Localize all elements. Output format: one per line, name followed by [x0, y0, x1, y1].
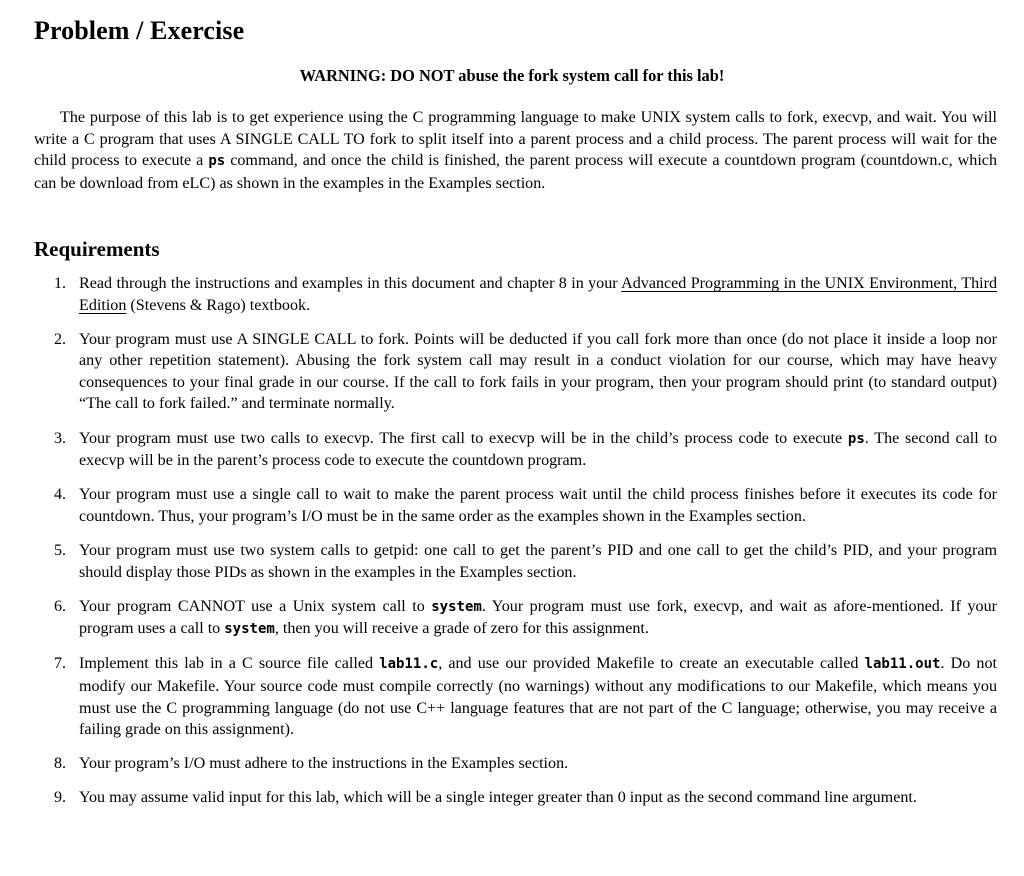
- requirement-item-5: [34, 540, 997, 583]
- intro-code-ps: ps: [208, 153, 226, 169]
- code-ps: ps: [847, 430, 865, 447]
- item-number: 4.: [54, 486, 67, 504]
- item-number: 5.: [54, 541, 67, 559]
- item-text: , then you will receive a grade of zero for this assignment.: [274, 620, 649, 638]
- code-lab11-out: lab11.out: [864, 656, 941, 673]
- requirement-item-4: [34, 484, 997, 527]
- item-text: Your program must use two calls to execvp. The first call to execvp will be in the child’s process code to execute: [79, 429, 848, 447]
- item-text: , and use our provided Makefile to create an executable called: [438, 655, 865, 673]
- item-number: 7.: [54, 655, 67, 673]
- item-number: 6.: [54, 597, 67, 615]
- intro-text-1: The purpose of this lab is to get experience using the C programming language to make UNIX system calls to fork, execvp, and wait. You will write a C program that uses A SINGLE CALL TO fork to split itself into a parent process and a child process. The parent process will wait for the child process to execute a: [34, 109, 997, 169]
- requirement-item-2: [34, 329, 997, 415]
- warning-notice: WARNING: DO NOT abuse the fork system call for this lab!: [299, 66, 725, 85]
- item-text: Your program must use a single call to wait to make the parent process wait until the child process finishes before it executes its code for countdown. Thus, your program’s I/O must be in the same order as the examples shown in the Examples section.: [79, 486, 997, 525]
- requirement-item-9: [34, 787, 997, 809]
- requirement-item-6: [34, 596, 997, 641]
- code-system: system: [431, 598, 482, 615]
- item-text: . Do not modify our Makefile. Your source code must compile correctly (no warnings) without any modifications to our Makefile, which means you must use the C programming language (do not use C++ language features that are not part of the C language; otherwise, you may receive a failing grade on this assignment).: [79, 655, 997, 739]
- code-system: system: [224, 621, 275, 638]
- item-number: 3.: [54, 429, 67, 447]
- item-text: Your program’s I/O must adhere to the instructions in the Examples section.: [79, 755, 569, 773]
- requirements-heading: Requirements: [34, 237, 160, 261]
- requirement-item-8: [34, 753, 997, 775]
- requirement-item-7: [34, 653, 997, 740]
- item-number: 2.: [54, 330, 67, 348]
- item-text: . Your program must use fork, execvp, and wait as afore-mentioned. If your program uses a call to: [79, 597, 997, 638]
- item-text: Read through the instructions and examples in this document and chapter 8 in your: [79, 275, 622, 292]
- requirement-item-3: [34, 428, 997, 472]
- page-title: Problem / Exercise: [34, 16, 245, 45]
- requirement-item-1: [34, 273, 997, 316]
- item-text: Your program CANNOT use a Unix system call to: [79, 597, 432, 615]
- item-text: . The second call to execvp will be in the parent’s process code to execute the countdown program.: [79, 429, 997, 470]
- code-lab11-c: lab11.c: [379, 656, 439, 673]
- item-text: Implement this lab in a C source file called: [79, 655, 380, 673]
- textbook-link[interactable]: Advanced Programming in the UNIX Environment, Third Edition: [79, 275, 998, 314]
- item-number: 9.: [54, 789, 67, 807]
- item-text: (Stevens & Rago) textbook.: [126, 296, 311, 314]
- item-text: Your program must use two system calls to getpid: one call to get the parent’s PID and one call to get the child’s PID, and your program should display those PIDs as shown in the examples in the Examples section.: [79, 541, 997, 581]
- item-text: You may assume valid input for this lab, which will be a single integer greater than 0 input as the second command line argument.: [79, 789, 917, 807]
- item-number: 1.: [54, 275, 67, 292]
- item-number: 8.: [54, 755, 67, 773]
- intro-text-2: command, and once the child is finished, the parent process will execute a countdown program (countdown.c, which can be download from eLC) as shown in the examples in the Examples section.: [34, 152, 998, 192]
- intro-paragraph: [34, 107, 997, 194]
- item-text: Your program must use A SINGLE CALL to fork. Points will be deducted if you call fork more than once (do not place it inside a loop nor any other repetition statement). Abusing the fork system call may result in a conduct violation for our course, which may have heavy consequences to your final grade in our course. If the call to fork fails in your program, then your program should print (to standard output) “The call to fork failed.” and terminate normally.: [79, 330, 997, 413]
- requirements-list: [34, 273, 997, 809]
